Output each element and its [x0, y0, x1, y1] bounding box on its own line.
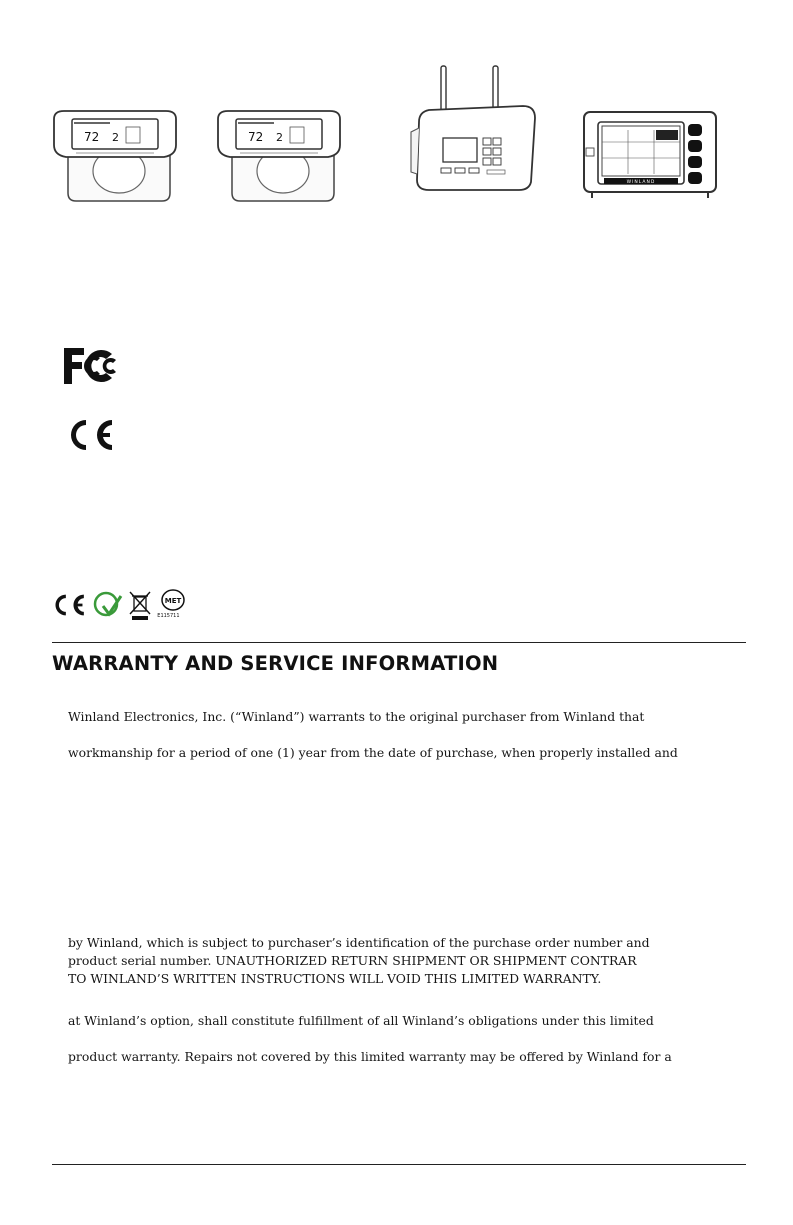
met-icon — [159, 588, 187, 612]
certification-row — [52, 588, 191, 624]
met-listing — [157, 588, 191, 622]
warranty-line: product warranty. Repairs not covered by this limited warranty may be offered by Winland for a — [68, 1049, 672, 1064]
ce-logo — [66, 416, 118, 458]
warranty-paragraph-3 — [68, 934, 708, 988]
ce-small-icon — [52, 591, 88, 619]
warranty-line: workmanship for a period of one (1) year from the date of purchase, when properly installed and — [68, 745, 678, 760]
device-wireless-base — [405, 62, 545, 198]
top-divider — [52, 642, 746, 643]
device-1-temperature: 72 — [84, 130, 100, 144]
console-brand: WINLAND — [626, 180, 656, 185]
device-2-temperature: 72 — [248, 130, 264, 144]
fcc-logo — [60, 344, 120, 392]
section-heading: WARRANTY AND SERVICE INFORMATION — [52, 652, 499, 675]
device-thermostat-2 — [214, 105, 344, 205]
warranty-paragraph-5 — [68, 1048, 708, 1066]
warranty-paragraph-1 — [68, 708, 708, 726]
bottom-divider — [52, 1164, 746, 1165]
svg-text:2: 2 — [276, 131, 283, 144]
warranty-line: at Winland’s option, shall constitute fulfillment of all Winland’s obligations under this limited — [68, 1013, 654, 1028]
warranty-paragraph-4 — [68, 1012, 708, 1030]
met-listing-number: E115711 — [157, 613, 180, 619]
rohs-icon — [93, 590, 123, 620]
warranty-line: product serial number. UNAUTHORIZED RETURN SHIPMENT OR SHIPMENT CONTRAR — [68, 953, 637, 968]
weee-bin-icon — [128, 589, 152, 621]
warranty-line: TO WINLAND’S WRITTEN INSTRUCTIONS WILL VOID THIS LIMITED WARRANTY. — [68, 971, 602, 986]
warranty-line: by Winland, which is subject to purchaser’s identification of the purchase order number and — [68, 935, 650, 950]
device-touchscreen-console — [580, 108, 720, 202]
device-thermostat-1 — [50, 105, 180, 205]
svg-text:MET: MET — [165, 597, 182, 605]
warranty-line: Winland Electronics, Inc. (“Winland”) warrants to the original purchaser from Winland that — [68, 709, 645, 724]
svg-text:2: 2 — [112, 131, 119, 144]
warranty-paragraph-2 — [68, 744, 708, 762]
